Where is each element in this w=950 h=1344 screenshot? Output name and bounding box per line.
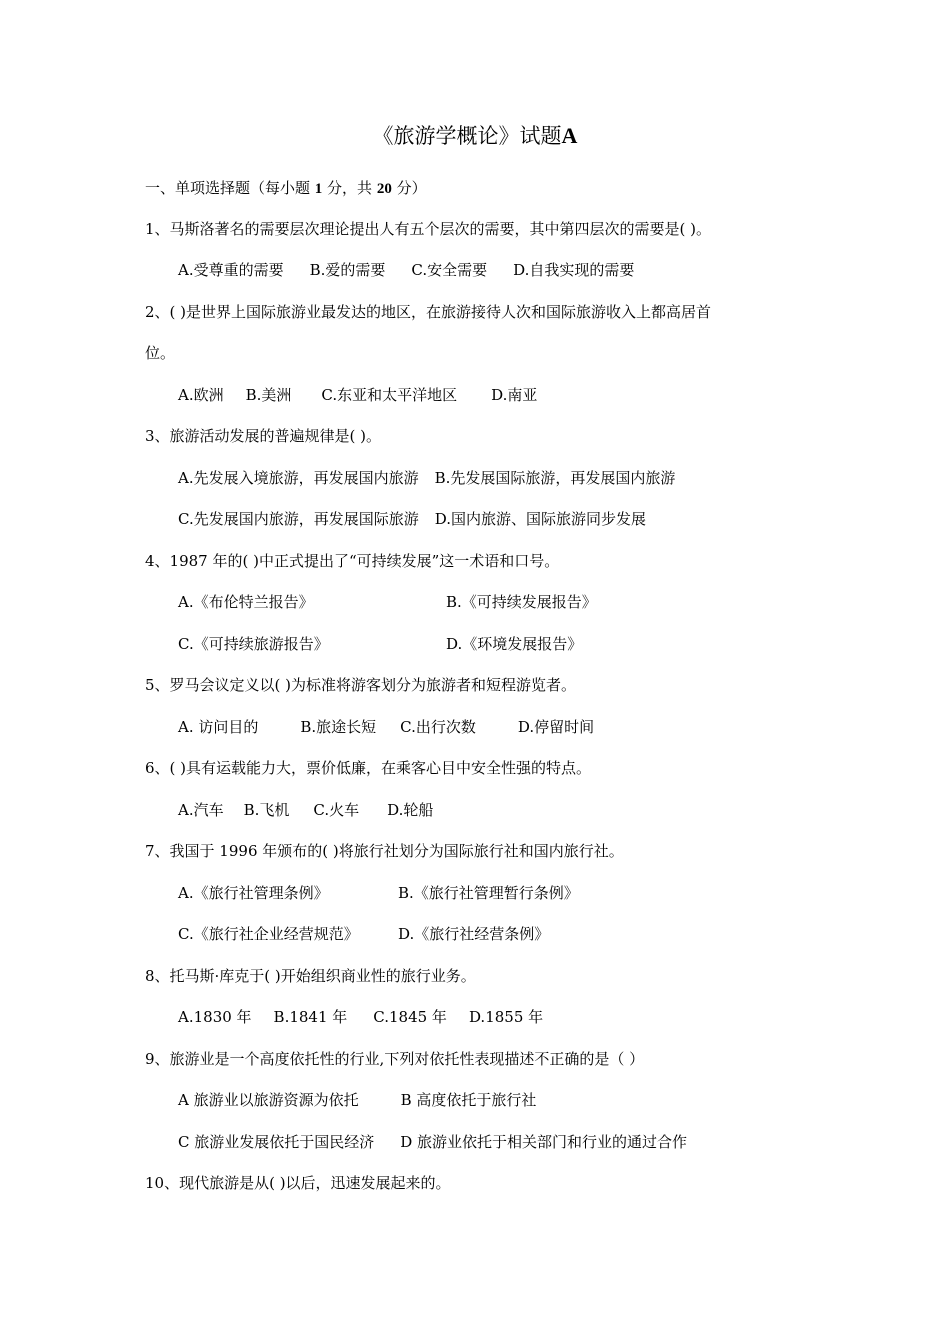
option: D.自我实现的需要: [513, 261, 635, 279]
section-heading: 一、单项选择题（每小题 1 分，共 20 分）: [145, 179, 427, 197]
question-7-option-a: A.《旅行社管理条例》: [178, 884, 329, 902]
option: A.受尊重的需要: [178, 261, 284, 279]
question-3-options-row1: [178, 467, 675, 489]
option: C.先发展国内旅游，再发展国际旅游: [178, 510, 419, 528]
question-5-stem: 5、罗马会议定义以( )为标准将游客划分为旅游者和短程游览者。: [145, 676, 577, 694]
option: D.停留时间: [517, 718, 595, 736]
question-4-option-d: D.《环境发展报告》: [446, 635, 583, 653]
question-6-stem: 6、( )具有运载能力大，票价低廉，在乘客心目中安全性强的特点。: [145, 759, 592, 777]
option: A 旅游业以旅游资源为依托: [178, 1091, 359, 1109]
option: B.美洲: [245, 386, 292, 404]
exam-title-suffix: A: [561, 123, 578, 148]
option: D.1855 年: [468, 1008, 544, 1026]
option: B.爱的需要: [309, 261, 386, 279]
option: B.1841 年: [273, 1008, 348, 1026]
option: D.国内旅游、国际旅游同步发展: [434, 510, 646, 528]
question-5-options: [178, 716, 594, 738]
option: A.欧洲: [178, 386, 224, 404]
option: A. 访问目的: [178, 718, 259, 736]
question-4-option-a: A.《布伦特兰报告》: [178, 593, 314, 611]
question-2-stem-line1: 2、( )是世界上国际旅游业最发达的地区，在旅游接待人次和国际旅游收入上都高居首: [145, 303, 712, 321]
option: D.南亚: [491, 386, 538, 404]
question-3-options-row2: [178, 508, 646, 530]
question-3-stem: 3、旅游活动发展的普遍规律是( )。: [145, 427, 382, 445]
exam-title: [0, 120, 950, 152]
question-1-options: [178, 259, 634, 281]
question-1-stem: 1、马斯洛著名的需要层次理论提出人有五个层次的需要，其中第四层次的需要是( )。: [145, 220, 712, 238]
question-4-option-b: B.《可持续发展报告》: [446, 593, 597, 611]
question-7-option-c: C.《旅行社企业经营规范》: [178, 925, 359, 943]
question-9-options-row2: [178, 1131, 687, 1153]
option: B.先发展国际旅游，再发展国内旅游: [434, 469, 676, 487]
question-4-stem: 4、1987 年的( )中正式提出了“可持续发展”这一术语和口号。: [145, 552, 560, 570]
option: C.出行次数: [400, 718, 476, 736]
question-9-options-row1: [178, 1089, 536, 1111]
option: A.1830 年: [178, 1008, 252, 1026]
question-10-stem: 10、现代旅游是从( )以后，迅速发展起来的。: [145, 1174, 451, 1192]
option: B.飞机: [243, 801, 290, 819]
option: C 旅游业发展依托于国民经济: [178, 1133, 375, 1151]
option: A.先发展入境旅游，再发展国内旅游: [178, 469, 419, 487]
question-7-stem: 7、我国于 1996 年颁布的( )将旅行社划分为国际旅行社和国内旅行社。: [145, 842, 624, 860]
option: B 高度依托于旅行社: [400, 1091, 537, 1109]
option: C.火车: [313, 801, 360, 819]
question-8-stem: 8、托马斯·库克于( )开始组织商业性的旅行业务。: [145, 967, 476, 985]
option: C.安全需要: [411, 261, 488, 279]
option: D 旅游业依托于相关部门和行业的通过合作: [400, 1133, 688, 1151]
question-4-option-c: C.《可持续旅游报告》: [178, 635, 329, 653]
question-6-options: [178, 799, 433, 821]
question-7-option-b: B.《旅行社管理暂行条例》: [398, 884, 579, 902]
question-9-stem: 9、旅游业是一个高度依托性的行业,下列对依托性表现描述不正确的是（ ）: [145, 1050, 645, 1068]
option: C.东亚和太平洋地区: [321, 386, 458, 404]
question-7-option-d: D.《旅行社经营条例》: [398, 925, 550, 943]
option: A.汽车: [178, 801, 224, 819]
question-2-stem-line2: 位。: [145, 344, 176, 362]
option: D.轮船: [387, 801, 434, 819]
option: B.旅途长短: [300, 718, 377, 736]
question-2-options: [178, 384, 537, 406]
question-8-options: [178, 1006, 543, 1028]
option: C.1845 年: [373, 1008, 447, 1026]
exam-title-text: 《旅游学概论》试题: [372, 124, 562, 148]
